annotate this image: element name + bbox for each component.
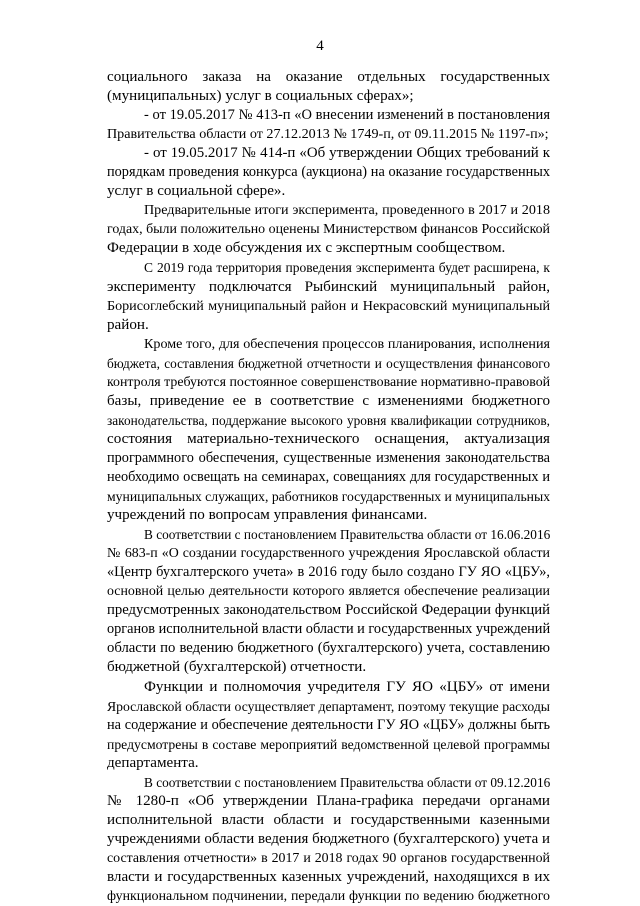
text-line: услуг в социальной сфере». xyxy=(107,183,286,200)
text-line: «Центр бухгалтерского учета» в 2016 году было создано ГУ ЯО «ЦБУ», xyxy=(107,564,550,581)
text-line: С 2019 года территория проведения эксперимента будет расширена, к xyxy=(144,260,550,276)
text-line: бюджетной (бухгалтерской) отчетности. xyxy=(107,659,367,676)
text-line: № 683-п «О создании государственного учреждения Ярославской области xyxy=(107,546,550,562)
text-line: бюджета, составления бюджетной отчетности и осуществления финансового xyxy=(107,355,550,371)
text-line: базы, приведение ее в соответствие с изменениями бюджетного xyxy=(107,392,550,409)
page-number: 4 xyxy=(316,38,324,54)
text-line: состояния материально-технического оснащения, актуализация xyxy=(107,430,550,447)
text-line: контроля требуются постоянное совершенствование нормативно-правовой xyxy=(107,374,551,390)
text-line: годах, были положительно оценены Министерством финансов Российской xyxy=(107,222,550,238)
text-line: необходимо освещать на семинарах, совещаниях для государственных и xyxy=(107,468,550,485)
text-line: порядкам проведения конкурса (аукциона) на оказание государственных xyxy=(107,164,550,181)
text-line: эксперименту подключатся Рыбинский муниципальный район, xyxy=(107,278,550,295)
text-line: функциональном подчинении, передали функции по ведению бюджетного xyxy=(107,889,550,905)
text-line: В соответствии с постановлением Правительства области от 09.12.2016 xyxy=(144,774,551,790)
text-line: законодательства, поддержание высокого уровня квалификации сотрудников, xyxy=(107,412,550,428)
text-line: В соответствии с постановлением Правительства области от 16.06.2016 xyxy=(144,527,551,543)
text-line: учреждениями области ведения бюджетного (бухгалтерского) учета и xyxy=(107,830,550,847)
text-line: (муниципальных) услуг в социальных сферах»; xyxy=(107,88,414,105)
text-line: органов исполнительной власти области и государственных учреждений xyxy=(107,621,551,638)
text-line: программного обеспечения, существенные изменения законодательства xyxy=(107,449,550,466)
text-line: социального заказа на оказание отдельных государственных xyxy=(107,69,550,85)
text-line: предусмотренных законодательством Российской Федерации функций xyxy=(107,602,550,619)
text-line: муниципальных служащих, работников государственных и муниципальных xyxy=(107,489,551,505)
body-text xyxy=(107,68,550,906)
text-line: № 1280-п «Об утверждении Плана-графика передачи органами xyxy=(107,792,550,809)
text-line: Федерации в ходе обсуждения их с экспертным сообществом. xyxy=(107,240,506,257)
text-line: - от 19.05.2017 № 414-п «Об утверждении Общих требований к xyxy=(144,145,550,162)
text-line: район. xyxy=(107,316,149,333)
text-line: Правительства области от 27.12.2013 № 1749-п, от 09.11.2015 № 1197-п»; xyxy=(107,126,549,143)
text-line: исполнительной власти области и государственными казенными xyxy=(107,811,550,828)
text-line: Борисоглебский муниципальный район и Некрасовский муниципальный xyxy=(107,297,550,314)
text-line: Предварительные итоги эксперимента, проведенного в 2017 и 2018 xyxy=(144,202,550,219)
text-line: департамента. xyxy=(107,754,199,771)
text-line: основной целью деятельности которого является обеспечение реализации xyxy=(107,584,550,600)
text-line: области по ведению бюджетного (бухгалтерского) учета, составлению xyxy=(107,640,550,657)
text-line: составления отчетности» в 2017 и 2018 годах 90 органов государственной xyxy=(107,850,550,866)
text-line: Ярославской области осуществляет департамент, поэтому текущие расходы xyxy=(107,698,550,714)
text-line: власти и государственных казенных учреждений, находящихся в их xyxy=(107,868,550,885)
text-line: - от 19.05.2017 № 413-п «О внесении изменений в постановления xyxy=(144,107,550,124)
text-line: Кроме того, для обеспечения процессов планирования, исполнения xyxy=(144,335,550,352)
text-line: учреждений по вопросам управления финансами. xyxy=(107,507,428,524)
text-line: предусмотрены в составе мероприятий ведомственной целевой программы xyxy=(107,736,550,752)
text-line: на содержание и обеспечение деятельности ГУ ЯО «ЦБУ» должны быть xyxy=(107,716,550,733)
text-line: Функции и полномочия учредителя ГУ ЯО «ЦБУ» от имени xyxy=(144,678,550,695)
